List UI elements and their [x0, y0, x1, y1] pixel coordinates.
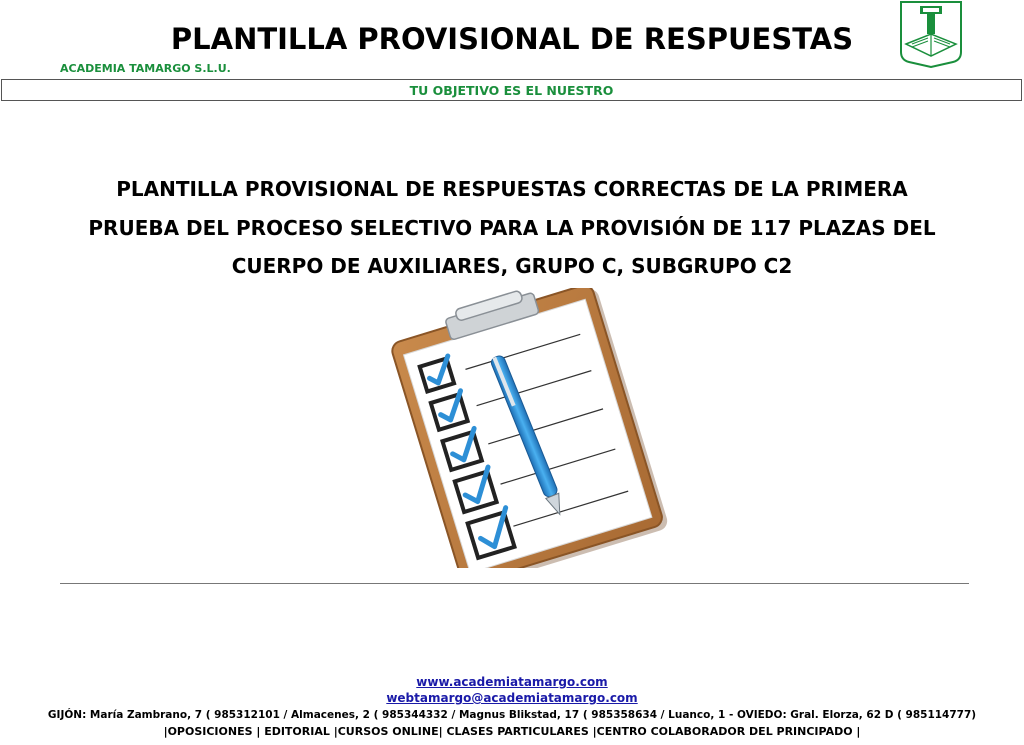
email-link[interactable]: webtamargo@academiatamargo.com [386, 691, 638, 705]
heading-line: PLANTILLA PROVISIONAL DE RESPUESTAS CORRECTAS DE LA PRIMERA [116, 177, 908, 201]
address-line: GIJÓN: María Zambrano, 7 ( 985312101 / Almacenes, 2 ( 985344332 / Magnus Blikstad, 17 ( 985358634 / Luanco, 1 - OVIEDO: Gral. Elorza, 62 D ( 985114777) [47, 709, 977, 721]
page-title: PLANTILLA PROVISIONAL DE RESPUESTAS [170, 22, 854, 56]
heading-line: CUERPO DE AUXILIARES, GRUPO C, SUBGRUPO C2 [231, 254, 793, 278]
services-line: |OPOSICIONES | EDITORIAL |CURSOS ONLINE| CLASES PARTICULARES |CENTRO COLABORADOR DEL PRINCIPADO | [163, 725, 861, 738]
section-divider [60, 583, 969, 584]
slogan-banner [1, 79, 1022, 101]
heading-line: PRUEBA DEL PROCESO SELECTIVO PARA LA PROVISIÓN DE 117 PLAZAS DEL [88, 215, 936, 240]
clipboard-checklist-icon [370, 288, 670, 568]
website-link[interactable]: www.academiatamargo.com [416, 675, 608, 689]
academy-name: ACADEMIA TAMARGO S.L.U. [60, 62, 231, 75]
document-heading [40, 170, 984, 286]
academy-logo-icon [898, 0, 964, 68]
slogan-text: TU OBJETIVO ES EL NUESTRO [409, 83, 614, 98]
